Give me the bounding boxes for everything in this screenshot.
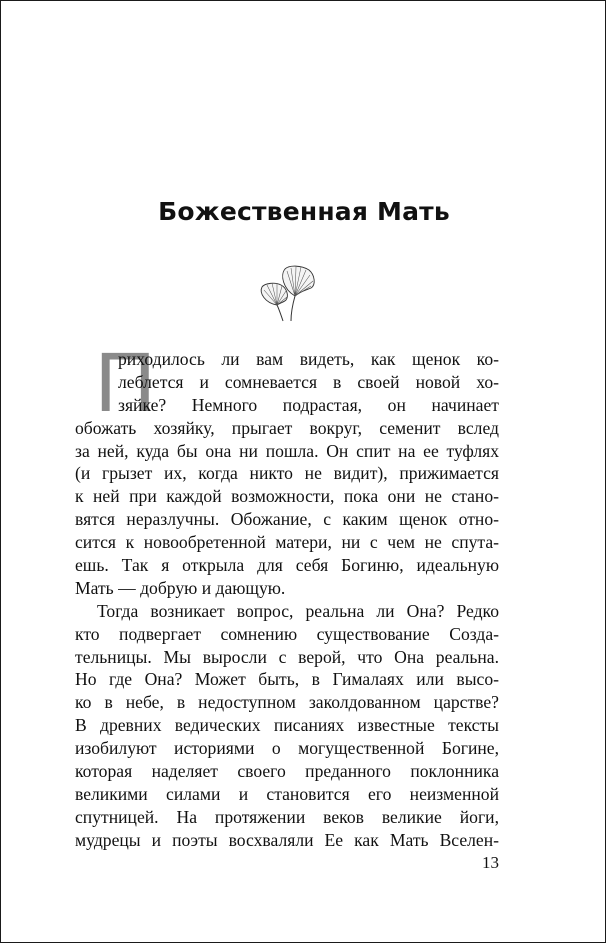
text-line: Мать — добрую и дающую. [75,577,286,598]
text-line: Тогда возникает вопрос, реальна ли Она? Редко [97,600,499,621]
chapter-title: Божественная Мать [158,197,450,226]
paragraph [75,600,499,852]
text-line: Но где Она? Может быть, в Гималаях или высо- [75,669,499,690]
body-text [75,335,499,852]
ginkgo-leaves-icon [253,263,319,325]
text-line: мудрецы и поэты восхваляли Ее как Мать Вселен- [75,829,499,850]
text-line: за ней, куда бы она ни пошла. Он спит на ее туфлях [75,440,499,461]
text-line: В древних ведических писаниях известные тексты [75,715,499,736]
text-line: (и грызет их, когда никто не видит), прижимается [75,463,499,484]
text-line: вятся неразлучны. Обожание, с каким щенок отно- [75,509,499,530]
text-line: кто подвергает сомнению существование Созда- [75,623,499,644]
text-line: сится к новообретенной матери, ни с чем не спута- [75,532,499,553]
text-line: изобилуют историями о могущественной Богине, [75,738,499,759]
text-line: обожать хозяйку, прыгает вокруг, семенит вслед [75,417,499,438]
text-line: к ней при каждой возможности, пока они не стано- [75,486,499,507]
text-line: которая наделяет своего преданного поклонника [75,761,499,782]
paragraph [75,335,499,600]
text-line: великими силами и становится его неизменной [75,783,499,804]
text-line: риходилось ли вам видеть, как щенок ко- [118,349,499,369]
text-line: ешь. Так я открыла для себя Богиню, идеальную [75,555,499,576]
text-line: зяйке? Немного подрастая, он начинает [118,394,499,415]
text-line: спутницей. На протяжении веков великие йоги, [75,806,499,827]
text-line: тельницы. Мы выросли с верой, что Она реальна. [75,646,499,667]
text-line: ко в небе, в недоступном заколдованном царстве? [75,692,499,713]
text-line: леблется и сомневается в своей новой хо- [118,371,499,392]
page-number: 13 [482,853,499,872]
drop-cap: П [95,335,156,429]
